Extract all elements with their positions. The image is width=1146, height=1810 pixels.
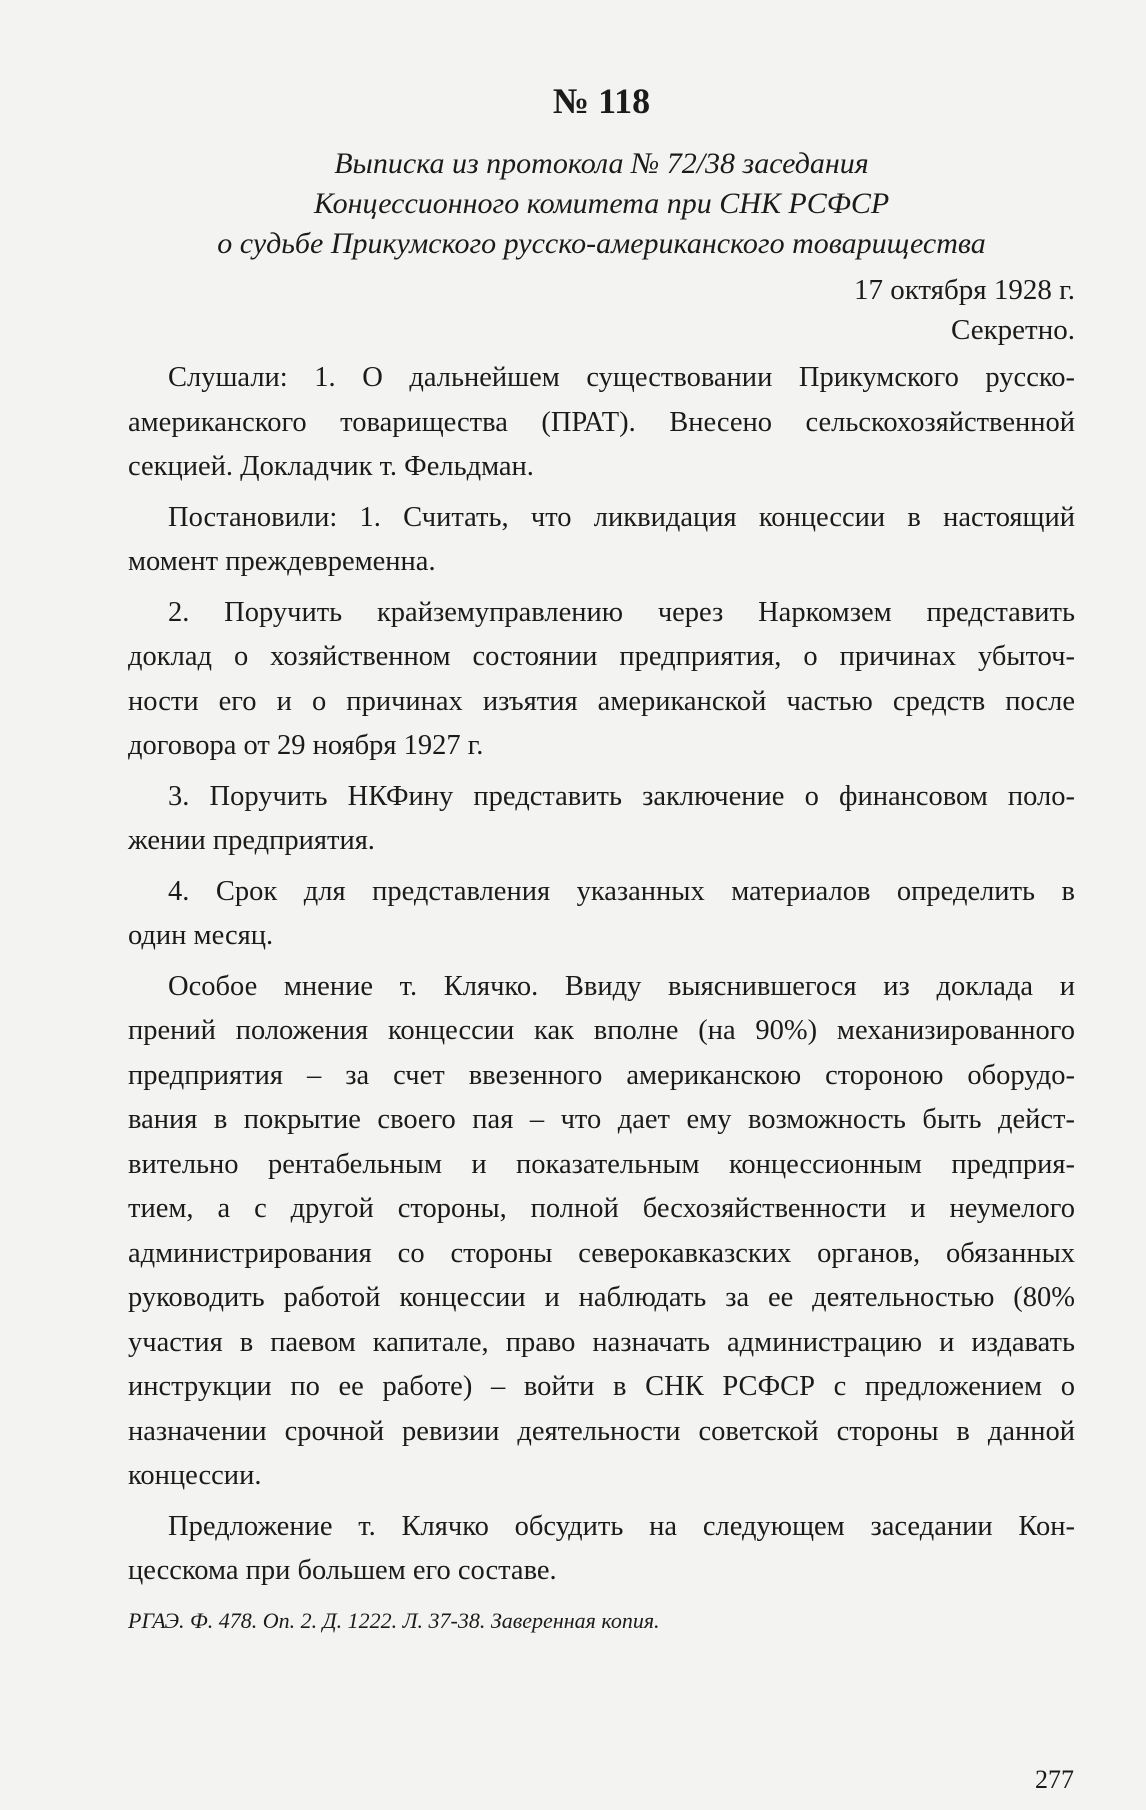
paragraph (128, 356, 1075, 490)
title-line: Концессионного комитета при СНК РСФСР (313, 187, 890, 220)
paragraph (128, 965, 1075, 1499)
text-line: концессии. (128, 1460, 262, 1491)
text-line: договора от 29 ноября 1927 г. (128, 730, 484, 761)
text-line: Слушали: 1. О дальнейшем существовании Прикумского русско- (168, 362, 1075, 393)
text-line: жении предприятия. (128, 825, 375, 856)
text-line: администрирования со стороны северокавказских органов, обязанных (128, 1237, 1075, 1269)
text-line: инструкции по ее работе) – войти в СНК РСФСР с предложением о (128, 1371, 1075, 1402)
paragraph (128, 870, 1075, 959)
text-line: ности его и о причинах изъятия американской частью средств после (128, 685, 1075, 717)
paragraph (128, 591, 1075, 769)
text-line: предприятия – за счет ввезенного американскою стороною оборудо- (128, 1059, 1075, 1091)
paragraph (128, 1505, 1075, 1594)
document-page (128, 80, 1075, 1634)
document-date: 17 октября 1928 г. (853, 274, 1075, 306)
archive-source: РГАЭ. Ф. 478. Оп. 2. Д. 1222. Л. 37-38. Заверенная копия. (128, 1607, 660, 1633)
paragraph (128, 775, 1075, 864)
text-line: руководить работой концессии и наблюдать за ее деятельностью (80% (128, 1282, 1075, 1313)
paragraph (128, 496, 1075, 585)
classification-mark: Секретно. (951, 314, 1075, 346)
document-body (128, 356, 1075, 1594)
text-line: участия в паевом капитале, право назначать администрацию и издавать (128, 1326, 1075, 1358)
text-line: прений положения концессии как вполне (на 90%) механизированного (128, 1015, 1075, 1046)
title-line: Выписка из протокола № 72/38 заседания (334, 147, 869, 180)
text-line: один месяц. (128, 920, 274, 951)
title-line: о судьбе Прикумского русско-американского товарищества (217, 227, 986, 260)
text-line: вания в покрытие своего пая – что дает ему возможность быть дейст- (128, 1104, 1075, 1135)
text-line: момент преждевременна. (128, 546, 436, 577)
text-line: 3. Поручить НКФину представить заключение о финансовом поло- (168, 780, 1075, 812)
text-line: Особое мнение т. Клячко. Ввиду выяснившегося из доклада и (168, 970, 1075, 1002)
text-line: вительно рентабельным и показательным концессионным предприя- (128, 1148, 1075, 1180)
text-line: цесскома при большем его составе. (128, 1555, 557, 1586)
document-title (128, 144, 1075, 264)
document-number: № 118 (552, 81, 651, 121)
page-number: 277 (1035, 1765, 1074, 1794)
text-line: 4. Срок для представления указанных материалов определить в (168, 875, 1075, 907)
text-line: 2. Поручить крайземуправлению через Наркомзем представить (168, 596, 1075, 628)
text-line: назначении срочной ревизии деятельности советской стороны в данной (128, 1415, 1075, 1447)
text-line: доклад о хозяйственном состоянии предприятия, о причинах убыточ- (128, 641, 1075, 672)
text-line: Постановили: 1. Считать, что ликвидация концессии в настоящий (168, 501, 1075, 533)
text-line: тием, а с другой стороны, полной бесхозяйственности и неумелого (128, 1193, 1075, 1224)
text-line: Предложение т. Клячко обсудить на следующем заседании Кон- (168, 1510, 1075, 1542)
text-line: секцией. Докладчик т. Фельдман. (128, 451, 534, 482)
text-line: американского товарищества (ПРАТ). Внесено сельскохозяйственной (128, 406, 1075, 438)
